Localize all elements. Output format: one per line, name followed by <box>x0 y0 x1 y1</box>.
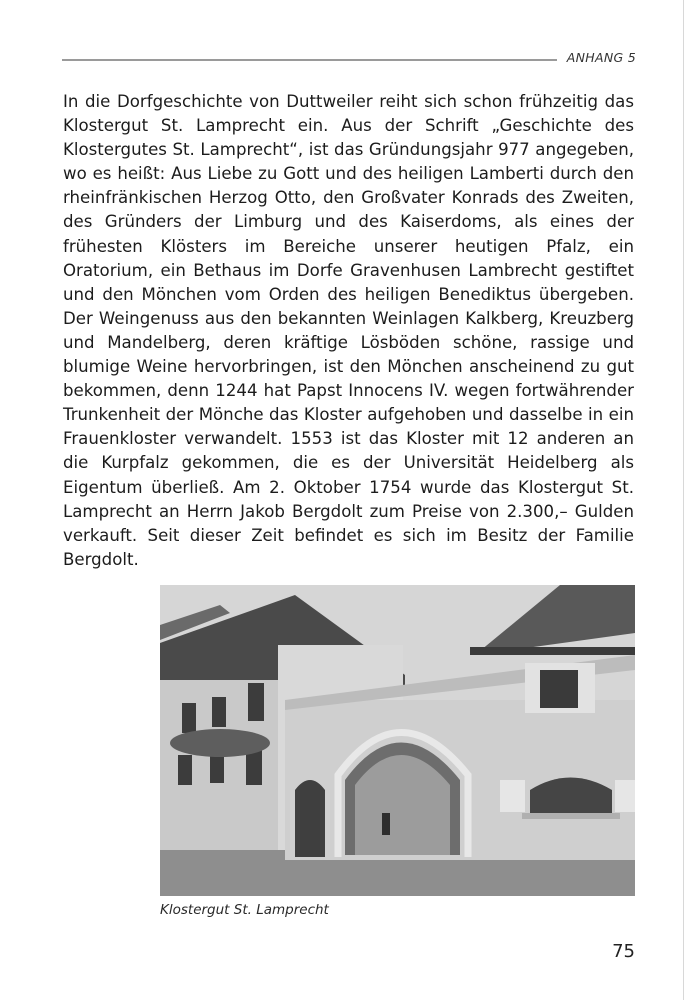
page-number: 75 <box>612 941 635 962</box>
body-paragraph: In die Dorfgeschichte von Duttweiler reiht sich schon frühzeitig das Klostergut St. Lamprecht ein. Aus der Schrift „Geschichte des Klostergutes St. Lamprecht“, ist das Gründungsjahr 977 angegeben, wo es heißt: Aus Liebe zu Gott und des heiligen Lamberti durch den rheinfränkischen Herzog Otto, den Großvater Konrads des Zweiten, des Gründers der Limburg und des Kaiserdoms, als eines der frühesten Klösters im Bereiche unserer heutigen Pfalz, ein Oratorium, ein Bethaus im Dorfe Gravenhusen Lambrecht gestiftet und den Mönchen vom Orden des heiligen Benediktus übergeben. Der Weingenuss aus den bekannten Weinlagen Kalkberg, Kreuzberg und Mandelberg, deren kräftige Lösböden schöne, rassige und blumige Weine hervorbringen, ist den Mönchen anscheinend zu gut bekommen, denn 1244 hat Papst Innocens IV. wegen fortwährender Trunkenheit der Mönche das Kloster aufgehoben und dasselbe in ein Frauenkloster verwandelt. 1553 ist das Kloster mit 12 anderen an die Kurpfalz gekommen, die es der Universität Heidelberg als Eigentum überließ. Am 2. Oktober 1754 wurde das Klostergut St. Lamprecht an Herrn Jakob Bergdolt zum Preise von 2.300,– Gulden verkauft. Seit dieser Zeit befindet es sich im Besitz der Familie Bergdolt. <box>63 92 634 569</box>
photo-klostergut <box>160 585 635 896</box>
header-rule <box>62 59 557 61</box>
photo-caption: Klostergut St. Lamprecht <box>160 902 329 918</box>
page-edge-line <box>683 0 684 1000</box>
running-head: ANHANG 5 <box>566 50 636 65</box>
